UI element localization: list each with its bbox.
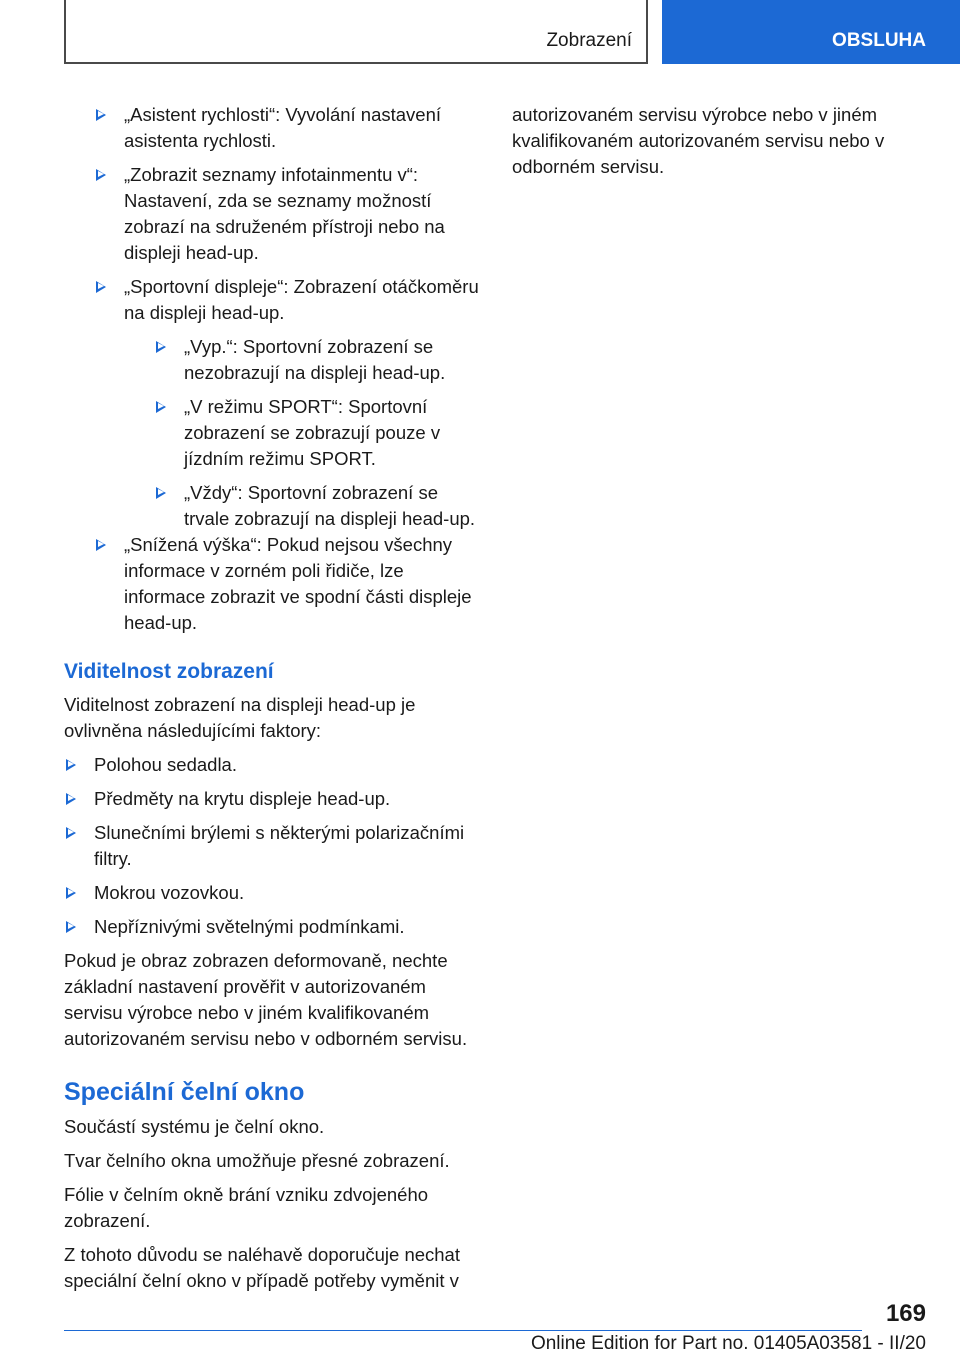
visibility-factors-list xyxy=(64,752,482,940)
triangle-bullet-icon xyxy=(156,341,166,353)
triangle-bullet-icon xyxy=(156,401,166,413)
list-item: „Snížená výška“: Pokud nejsou všechny informace v zorném poli řidiče, lze informace zobrazit ve spodní části displeje head-up. xyxy=(94,532,482,636)
left-column xyxy=(64,102,482,1302)
list-item: Mokrou vozovkou. xyxy=(64,880,482,906)
list-item: Slunečními brýlemi s některými polarizačními filtry. xyxy=(64,820,482,872)
triangle-bullet-icon xyxy=(66,793,76,805)
list-item: „V režimu SPORT“: Sportovní zobrazení se zobrazují pouze v jízdním režimu SPORT. xyxy=(154,394,482,472)
triangle-bullet-icon xyxy=(66,887,76,899)
list-item: Předměty na krytu displeje head-up. xyxy=(64,786,482,812)
list-item: „Asistent rychlosti“: Vyvolání nastavení asistenta rychlosti. xyxy=(94,102,482,154)
list-item: „Sportovní displeje“: Zobrazení otáčkoměru na displeji head-up. „Vyp.“: Sportovní zobrazení se nezobrazují na displeji head-up. „V režimu SPORT“: Sportovní zobrazení se zobrazují pouze v jízdním režimu SPORT. „Vždy“: Sportovní zobrazení se trvale zobrazují na displeji head-up. xyxy=(94,274,482,532)
visibility-intro: Viditelnost zobrazení na displeji head-up je ovlivněna následujícími faktory: xyxy=(64,694,416,741)
triangle-bullet-icon xyxy=(66,921,76,933)
visibility-heading: Viditelnost zobrazení xyxy=(64,660,274,683)
sport-display-options xyxy=(154,334,482,532)
footer-divider xyxy=(64,1330,862,1331)
list-item: „Vždy“: Sportovní zobrazení se trvale zobrazují na displeji head-up. xyxy=(154,480,482,532)
windshield-heading: Speciální čelní okno xyxy=(64,1078,305,1106)
triangle-bullet-icon xyxy=(66,759,76,771)
list-item: Polohou sedadla. xyxy=(64,752,482,778)
header-section-title: Zobrazení xyxy=(546,30,632,51)
triangle-bullet-icon xyxy=(96,281,106,293)
continuation-paragraph: autorizovaném servisu výrobce nebo v jiném kvalifikovaném autorizovaném servisu nebo v odborném servisu. xyxy=(512,104,885,177)
triangle-bullet-icon xyxy=(96,169,106,181)
list-item: „Vyp.“: Sportovní zobrazení se nezobrazují na displeji head-up. xyxy=(154,334,482,386)
windshield-paragraph: Z tohoto důvodu se naléhavě doporučuje nechat speciální čelní okno v případě potřeby vyměnit v xyxy=(64,1244,460,1291)
visibility-note: Pokud je obraz zobrazen deformovaně, nechte základní nastavení prověřit v autorizovaném servisu výrobce nebo v jiném kvalifikovaném autorizovaném servisu nebo v odborném servisu. xyxy=(64,950,468,1049)
header-chapter-title: OBSLUHA xyxy=(832,30,926,51)
header-section-box xyxy=(64,0,648,64)
triangle-bullet-icon xyxy=(156,487,166,499)
triangle-bullet-icon xyxy=(96,109,106,121)
list-item: „Zobrazit seznamy infotainmentu v“: Nastavení, zda se seznamy možností zobrazí na sdruženém přístroji nebo na displeji head-up. xyxy=(94,162,482,266)
windshield-paragraph: Součástí systému je čelní okno. xyxy=(64,1116,325,1137)
footer-edition-text: Online Edition for Part no. 01405A03581 - II/20 xyxy=(530,1333,926,1354)
windshield-paragraph: Tvar čelního okna umožňuje přesné zobrazení. xyxy=(64,1150,450,1171)
page-number: 169 xyxy=(885,1300,926,1327)
windshield-paragraph: Fólie v čelním okně brání vzniku zdvojeného zobrazení. xyxy=(64,1184,429,1231)
settings-list xyxy=(94,102,482,636)
list-item: Nepříznivými světelnými podmínkami. xyxy=(64,914,482,940)
header-chapter-box xyxy=(662,0,960,64)
triangle-bullet-icon xyxy=(96,539,106,551)
triangle-bullet-icon xyxy=(66,827,76,839)
right-column xyxy=(512,102,924,188)
